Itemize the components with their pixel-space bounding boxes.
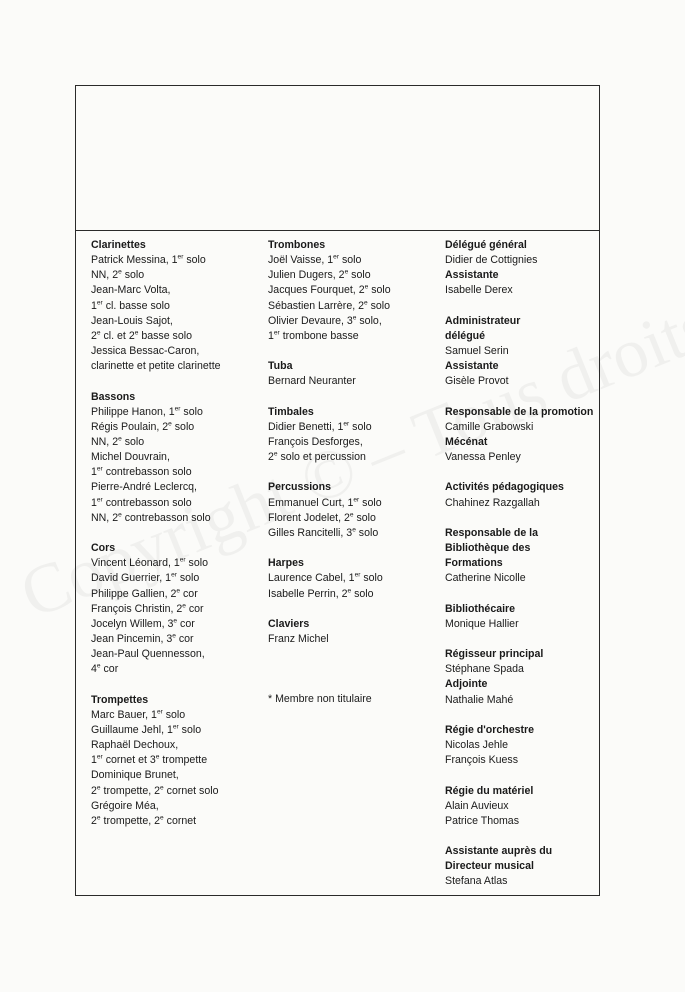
section-heading: Bassons xyxy=(91,390,136,403)
role-heading: délégué xyxy=(445,329,486,342)
member-line: Jean-Paul Quennesson, xyxy=(91,648,205,661)
section-heading: Percussions xyxy=(268,481,332,494)
member-line: Dominique Brunet, xyxy=(91,769,179,782)
member-line: Jacques Fourquet, 2e solo xyxy=(268,283,391,297)
staff-name: Patrice Thomas xyxy=(445,814,519,827)
member-line: Bernard Neuranter xyxy=(268,375,356,388)
member-line: Emmanuel Curt, 1er solo xyxy=(268,496,382,509)
role-heading: Mécénat xyxy=(445,436,488,448)
member-line: François Christin, 2e cor xyxy=(91,602,204,615)
section-tuba xyxy=(268,359,438,389)
admin-section xyxy=(445,238,597,299)
role-heading: Assistante xyxy=(445,269,499,282)
member-line: Jean Pincemin, 3e cor xyxy=(91,632,194,646)
role-heading: Régie d'orchestre xyxy=(445,723,535,736)
member-line: NN, 2e solo xyxy=(91,435,145,449)
section-note xyxy=(268,692,438,707)
staff-name: François Kuess xyxy=(445,754,519,767)
member-line: Raphaël Dechoux, xyxy=(91,739,179,752)
member-line: Olivier Devaure, 3e solo, xyxy=(268,314,382,327)
role-heading: Directeur musical xyxy=(445,860,534,873)
member-line: David Guerrier, 1er solo xyxy=(91,571,200,585)
section-claviers xyxy=(268,617,438,647)
section-bassons xyxy=(91,390,261,526)
role-heading: Adjointe xyxy=(445,678,488,691)
role-heading: Bibliothécaire xyxy=(445,602,516,615)
page-frame xyxy=(75,85,600,896)
member-line: Jean-Louis Sajot, xyxy=(91,314,173,327)
staff-name: Chahinez Razgallah xyxy=(445,496,540,509)
section-heading: Trombones xyxy=(268,239,326,251)
role-heading: Responsable de la promotion xyxy=(445,405,594,418)
section-clarinettes xyxy=(91,238,261,374)
section-cors xyxy=(91,541,261,677)
member-line: NN, 2e solo xyxy=(91,268,145,282)
staff-name: Vanessa Penley xyxy=(445,451,521,464)
staff-name: Nicolas Jehle xyxy=(445,739,509,752)
section-trombones xyxy=(268,238,438,344)
section-percussions xyxy=(268,480,438,541)
member-line: Laurence Cabel, 1er solo xyxy=(268,571,383,585)
member-line: Florent Jodelet, 2e solo xyxy=(268,511,376,524)
section-harpes xyxy=(268,556,438,601)
role-heading: Activités pédagogiques xyxy=(445,481,564,494)
staff-name: Isabelle Derex xyxy=(445,284,513,297)
member-line: Julien Dugers, 2e solo xyxy=(268,268,371,282)
staff-name: Alain Auvieux xyxy=(445,799,509,812)
staff-name: Monique Hallier xyxy=(445,617,519,630)
section-heading: Claviers xyxy=(268,617,310,630)
column-woodwinds-brass xyxy=(91,238,261,844)
section-heading: Cors xyxy=(91,542,116,555)
member-line: Jessica Bessac-Caron, xyxy=(91,345,200,358)
role-heading: Assistante xyxy=(445,360,499,373)
admin-section xyxy=(445,405,597,466)
member-line: 2e trompette, 2e cornet xyxy=(91,814,197,827)
member-line: Franz Michel xyxy=(268,632,329,645)
section-trompettes xyxy=(91,693,261,829)
header-box xyxy=(76,86,599,231)
admin-section xyxy=(445,784,597,829)
member-line: Guillaume Jehl, 1er solo xyxy=(91,723,202,736)
member-line: Pierre-André Leclercq, xyxy=(91,481,197,494)
role-heading: Administrateur xyxy=(445,314,521,327)
section-heading: Harpes xyxy=(268,557,304,570)
member-line: clarinette et petite clarinette xyxy=(91,360,221,373)
staff-name: Didier de Cottignies xyxy=(445,254,538,267)
member-line: 1er cornet et 3e trompette xyxy=(91,753,208,767)
member-line: François Desforges, xyxy=(268,436,363,448)
member-line: * Membre non titulaire xyxy=(268,693,372,706)
member-line: Michel Douvrain, xyxy=(91,451,170,464)
member-line: 1er cl. basse solo xyxy=(91,299,170,312)
admin-section xyxy=(445,526,597,587)
column-administration xyxy=(445,238,597,905)
admin-section xyxy=(445,314,597,390)
section-heading: Clarinettes xyxy=(91,239,146,251)
role-heading: Délégué général xyxy=(445,239,527,251)
role-heading: Régisseur principal xyxy=(445,648,544,661)
staff-name: Nathalie Mahé xyxy=(445,693,514,706)
member-line: Sébastien Larrère, 2e solo xyxy=(268,299,391,312)
staff-name: Stéphane Spada xyxy=(445,663,524,676)
member-line: Gilles Rancitelli, 3e solo xyxy=(268,526,379,539)
member-line: 2e trompette, 2e cornet solo xyxy=(91,784,219,797)
member-line: Jean-Marc Volta, xyxy=(91,284,171,297)
member-line: Didier Benetti, 1er solo xyxy=(268,420,372,433)
admin-section xyxy=(445,602,597,632)
member-line: Isabelle Perrin, 2e solo xyxy=(268,587,374,600)
role-heading: Régie du matériel xyxy=(445,784,534,797)
member-line: Régis Poulain, 2e solo xyxy=(91,420,195,433)
section-heading: Tuba xyxy=(268,360,293,373)
member-line: Patrick Messina, 1er solo xyxy=(91,253,206,267)
staff-name: Catherine Nicolle xyxy=(445,572,526,585)
section-heading: Trompettes xyxy=(91,693,149,706)
member-line: 2e cl. et 2e basse solo xyxy=(91,329,192,342)
admin-section xyxy=(445,647,597,708)
column-brass-percussion xyxy=(268,238,438,722)
staff-name: Samuel Serin xyxy=(445,345,509,358)
member-line: Philippe Hanon, 1er solo xyxy=(91,405,203,418)
member-line: Jocelyn Willem, 3e cor xyxy=(91,617,195,630)
member-line: 1er contrebasson solo xyxy=(91,465,192,479)
member-line: Joël Vaisse, 1er solo xyxy=(268,253,362,267)
admin-section xyxy=(445,723,597,768)
section-timbales xyxy=(268,405,438,466)
staff-name: Camille Grabowski xyxy=(445,420,534,433)
member-line: 1er trombone basse xyxy=(268,329,359,342)
member-line: 2e solo et percussion xyxy=(268,450,366,464)
role-heading: Formations xyxy=(445,557,503,570)
role-heading: Assistante auprès du xyxy=(445,845,553,858)
admin-section xyxy=(445,480,597,510)
staff-name: Gisèle Provot xyxy=(445,375,509,388)
member-line: Vincent Léonard, 1er solo xyxy=(91,556,208,570)
admin-section xyxy=(445,844,597,889)
role-heading: Bibliothèque des xyxy=(445,542,531,555)
member-line: Grégoire Méa, xyxy=(91,799,159,812)
section-heading: Timbales xyxy=(268,405,314,418)
member-line: Marc Bauer, 1er solo xyxy=(91,708,186,721)
member-line: Philippe Gallien, 2e cor xyxy=(91,587,198,600)
member-line: NN, 2e contrebasson solo xyxy=(91,511,211,524)
role-heading: Responsable de la xyxy=(445,526,539,539)
member-line: 1er contrebasson solo xyxy=(91,496,192,509)
staff-name: Stefana Atlas xyxy=(445,875,508,888)
member-line: 4e cor xyxy=(91,662,119,676)
